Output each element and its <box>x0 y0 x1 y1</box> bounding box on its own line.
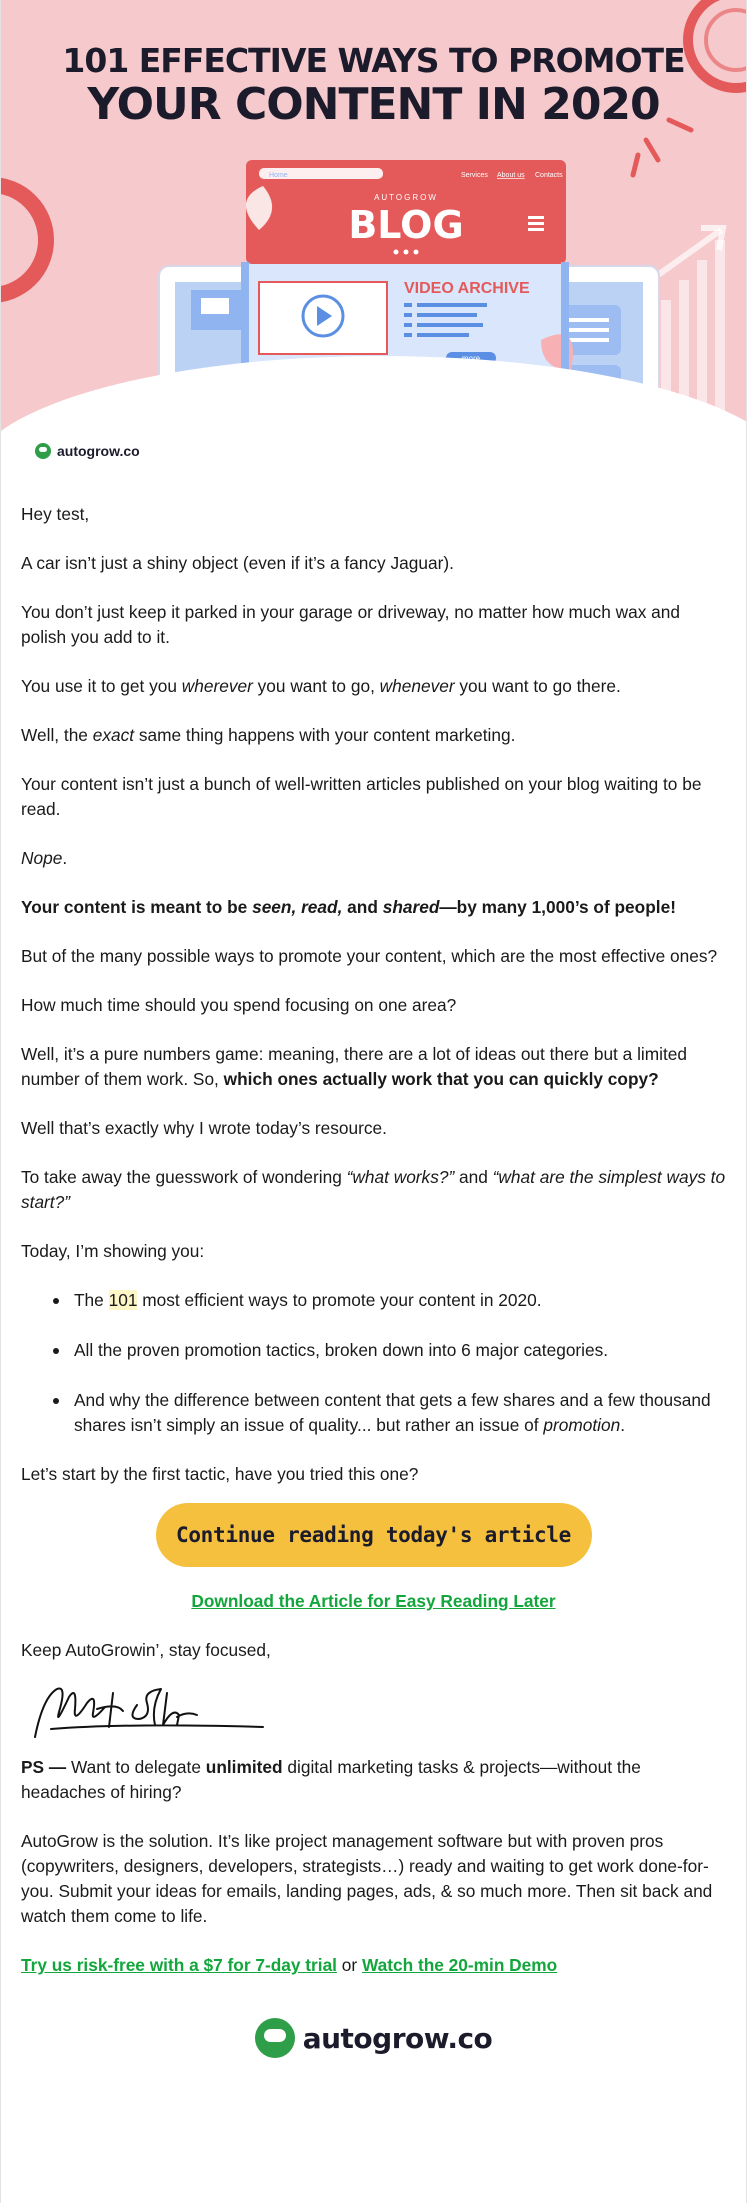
paragraph-time: How much time should you spend focusing on one area? <box>21 995 457 1015</box>
autogrow-logo-icon <box>255 2018 295 2058</box>
pitch-paragraph: AutoGrow is the solution. It’s like project management software but with proven pros (copywriters, designers, developers, strategists…) ready and waiting to get work done-for-you. Submit your ideas for emails, landing pages, ads, & so much more. Then sit back and watch them come to life. <box>21 1831 713 1926</box>
paragraph-today: Today, I’m showing you: <box>21 1241 205 1261</box>
hero-banner <box>1 0 746 476</box>
ring-left <box>1 185 46 295</box>
paragraph-numbers-game: Well, it’s a pure numbers game: meaning, there are a lot of ideas out there but a limited number of them work. So, which ones actually work that you can quickly copy? <box>21 1044 688 1089</box>
greeting: Hey test, <box>21 504 90 524</box>
highlight-101: 101 <box>108 1290 138 1310</box>
paragraph-nope: Nope. <box>21 848 68 868</box>
paragraph-exact: Well, the exact same thing happens with your content marketing. <box>21 725 516 745</box>
paragraph-meant-to-be: Your content is meant to be seen, read, and shared—by many 1,000’s of people! <box>21 897 676 917</box>
demo-link[interactable]: Watch the 20-min Demo <box>361 1955 558 1975</box>
mock-nav-contacts: Contacts <box>535 172 563 179</box>
ps-note: PS — Want to delegate unlimited digital marketing tasks & projects—without the headaches of hiring? <box>21 1757 641 1802</box>
paragraph-car: A car isn’t just a shiny object (even if it’s a fancy Jaguar). <box>21 553 454 573</box>
mock-brand: AUTOGROW <box>374 193 438 202</box>
bullet-list <box>21 1288 726 1438</box>
paragraph-first-tactic: Let’s start by the first tactic, have you tried this one? <box>21 1464 419 1484</box>
hero-logo <box>35 443 140 459</box>
signature-image <box>27 1667 267 1747</box>
mock-blog-title: BLOG <box>348 203 464 247</box>
paragraph-guesswork: To take away the guesswork of wondering “what works?” and “what are the simplest ways to start?” <box>21 1167 726 1212</box>
signature <box>21 1663 726 1755</box>
download-article-link[interactable]: Download the Article for Easy Reading Later <box>191 1591 556 1611</box>
continue-reading-button[interactable]: Continue reading today's article <box>156 1503 592 1567</box>
autogrow-logo-icon <box>35 443 51 459</box>
hero-title <box>1 41 746 130</box>
list-item: And why the difference between content that gets a few shares and a few thousand shares isn’t simply an issue of quality... but rather an issue of promotion. <box>53 1388 726 1438</box>
hero-title-line1: 101 EFFECTIVE WAYS TO PROMOTE <box>62 41 685 80</box>
list-item: The 101 most efficient ways to promote your content in 2020. <box>53 1288 726 1313</box>
email-body <box>21 476 726 2058</box>
menu-icon <box>528 216 544 231</box>
hero-title-line2: YOUR CONTENT IN 2020 <box>87 79 660 130</box>
mock-nav-services: Services <box>461 172 488 179</box>
list-item: All the proven promotion tactics, broken down into 6 major categories. <box>53 1338 726 1363</box>
trial-link[interactable]: Try us risk-free with a $7 for 7-day trial <box>21 1955 337 1975</box>
paragraph-resource: Well that’s exactly why I wrote today’s resource. <box>21 1118 387 1138</box>
paragraph-parked: You don’t just keep it parked in your garage or driveway, no matter how much wax and polish you add to it. <box>21 602 680 647</box>
paragraph-ways: But of the many possible ways to promote your content, which are the most effective ones? <box>21 946 718 966</box>
footer-logo <box>21 1978 726 2058</box>
svg-text:Home: Home <box>269 172 288 179</box>
signoff: Keep AutoGrowin’, stay focused, <box>21 1640 271 1660</box>
footer-logo-text: autogrow.co <box>302 2021 493 2055</box>
mock-video-archive: VIDEO ARCHIVE <box>404 280 530 297</box>
paragraph-use-it: You use it to get you wherever you want to go, whenever you want to go there. <box>21 676 621 696</box>
links-row: Try us risk-free with a $7 for 7-day trial or Watch the 20-min Demo <box>21 1955 558 1975</box>
hero-logo-text: autogrow.co <box>57 443 140 459</box>
mock-nav-about: About us <box>497 172 525 179</box>
paragraph-content: Your content isn’t just a bunch of well-written articles published on your blog waiting to be read. <box>21 774 702 819</box>
